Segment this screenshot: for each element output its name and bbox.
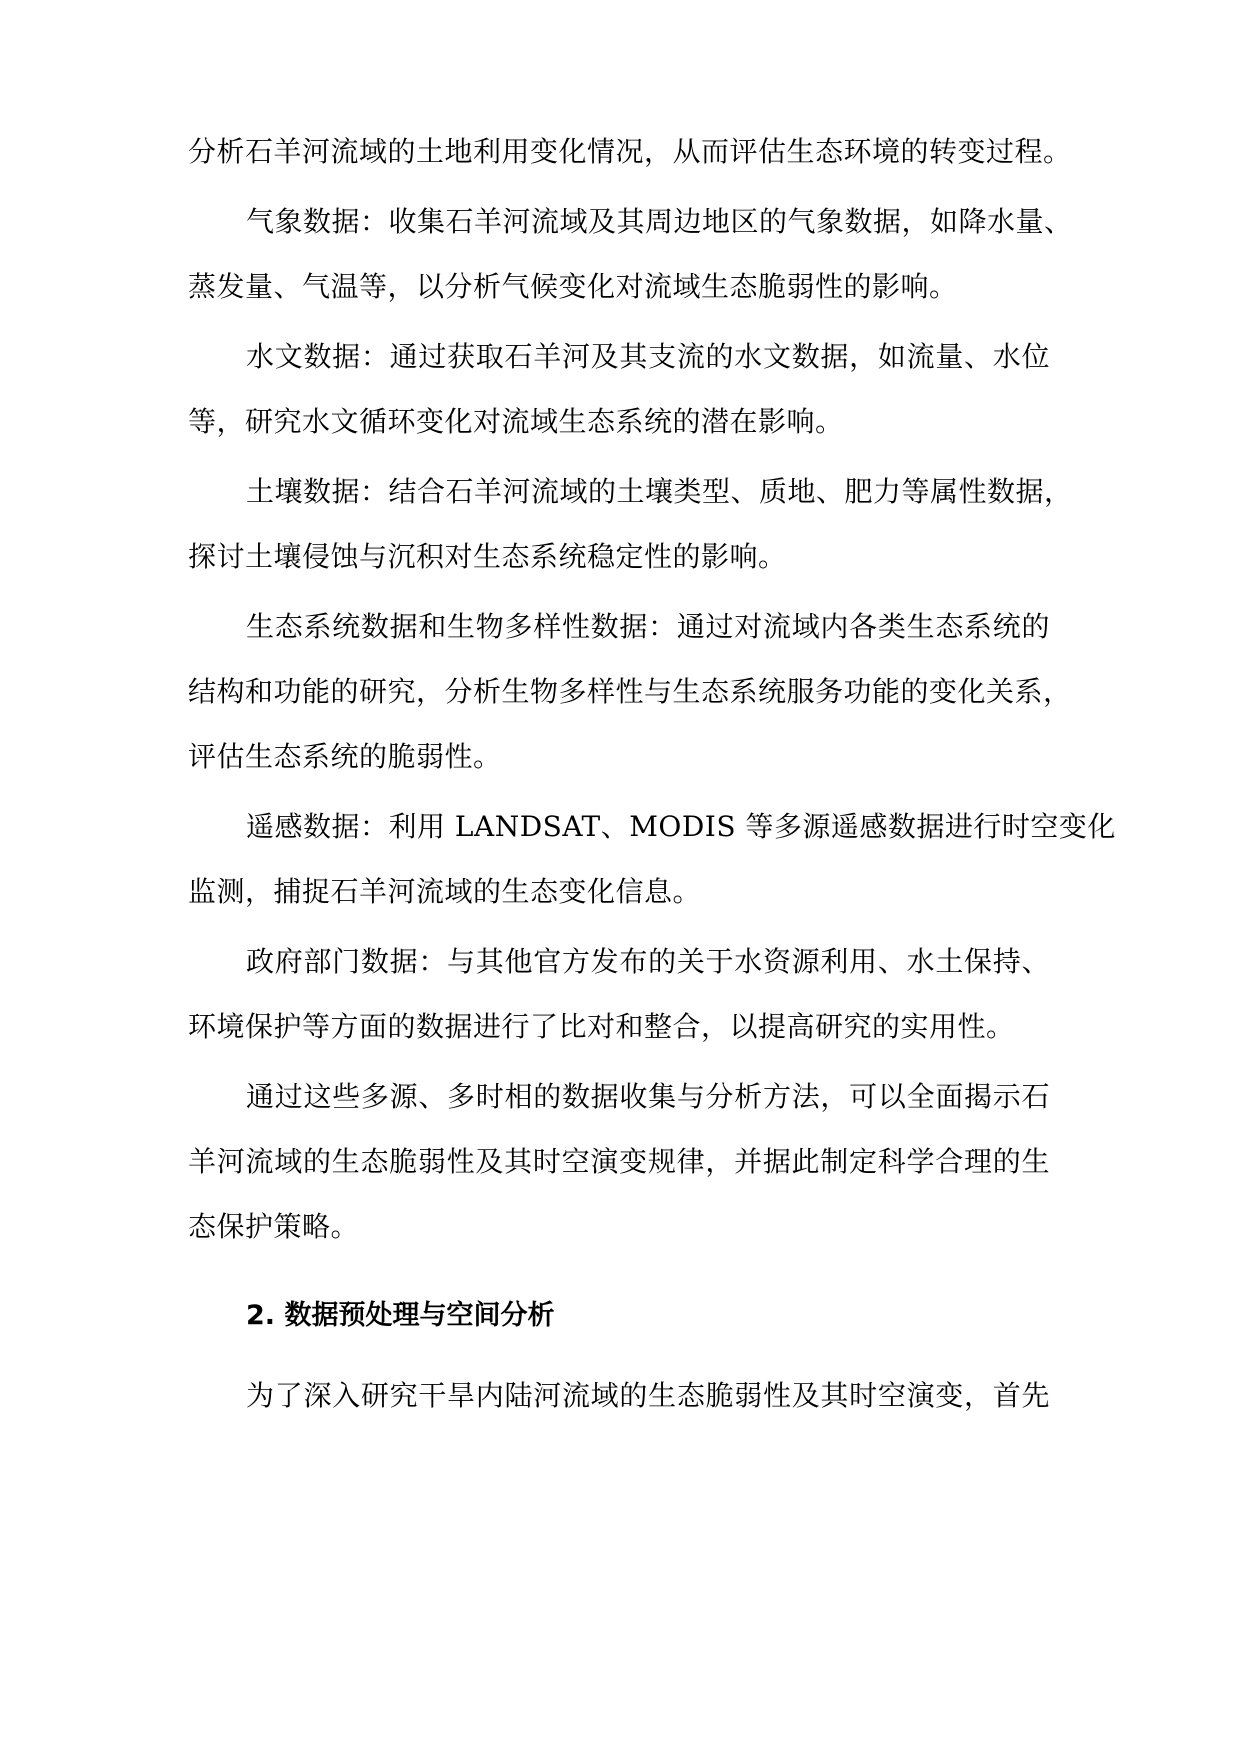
paragraph-line: 等，研究水文循环变化对流域生态系统的潜在影响。 xyxy=(188,405,844,438)
paragraph-line: 环境保护等方面的数据进行了比对和整合，以提高研究的实用性。 xyxy=(188,1010,1015,1043)
paragraph-line: 监测，捕捉石羊河流域的生态变化信息。 xyxy=(188,875,702,908)
paragraph-line: 水文数据：通过获取石羊河及其支流的水文数据，如流量、水位 xyxy=(246,340,1050,373)
paragraph-line: 羊河流域的生态脆弱性及其时空演变规律，并据此制定科学合理的生 xyxy=(188,1145,1050,1178)
paragraph-line: 通过这些多源、多时相的数据收集与分析方法，可以全面揭示石 xyxy=(246,1080,1050,1113)
paragraph-line: 为了深入研究干旱内陆河流域的生态脆弱性及其时空演变，首先 xyxy=(246,1379,1050,1412)
paragraph-line: 气象数据：收集石羊河流域及其周边地区的气象数据，如降水量、 xyxy=(246,205,1073,238)
paragraph-line: 政府部门数据：与其他官方发布的关于水资源利用、水土保持、 xyxy=(246,945,1050,978)
paragraph-line: 土壤数据：结合石羊河流域的土壤类型、质地、肥力等属性数据， xyxy=(246,475,1073,508)
paragraph-line: 结构和功能的研究，分析生物多样性与生态系统服务功能的变化关系， xyxy=(188,675,1072,708)
paragraph-line: 态保护策略。 xyxy=(188,1210,360,1243)
paragraph-line: 分析石羊河流域的土地利用变化情况，从而评估生态环境的转变过程。 xyxy=(188,135,1072,168)
paragraph-line: 评估生态系统的脆弱性。 xyxy=(188,740,502,773)
section-heading: 2. 数据预处理与空间分析 xyxy=(246,1300,555,1331)
paragraph-line: 遥感数据：利用 LANDSAT、MODIS 等多源遥感数据进行时空变化 xyxy=(246,810,1116,843)
paragraph-line: 探讨土壤侵蚀与沉积对生态系统稳定性的影响。 xyxy=(188,540,787,573)
paragraph-line: 生态系统数据和生物多样性数据：通过对流域内各类生态系统的 xyxy=(246,610,1050,643)
paragraph-line: 蒸发量、气温等，以分析气候变化对流域生态脆弱性的影响。 xyxy=(188,270,958,303)
